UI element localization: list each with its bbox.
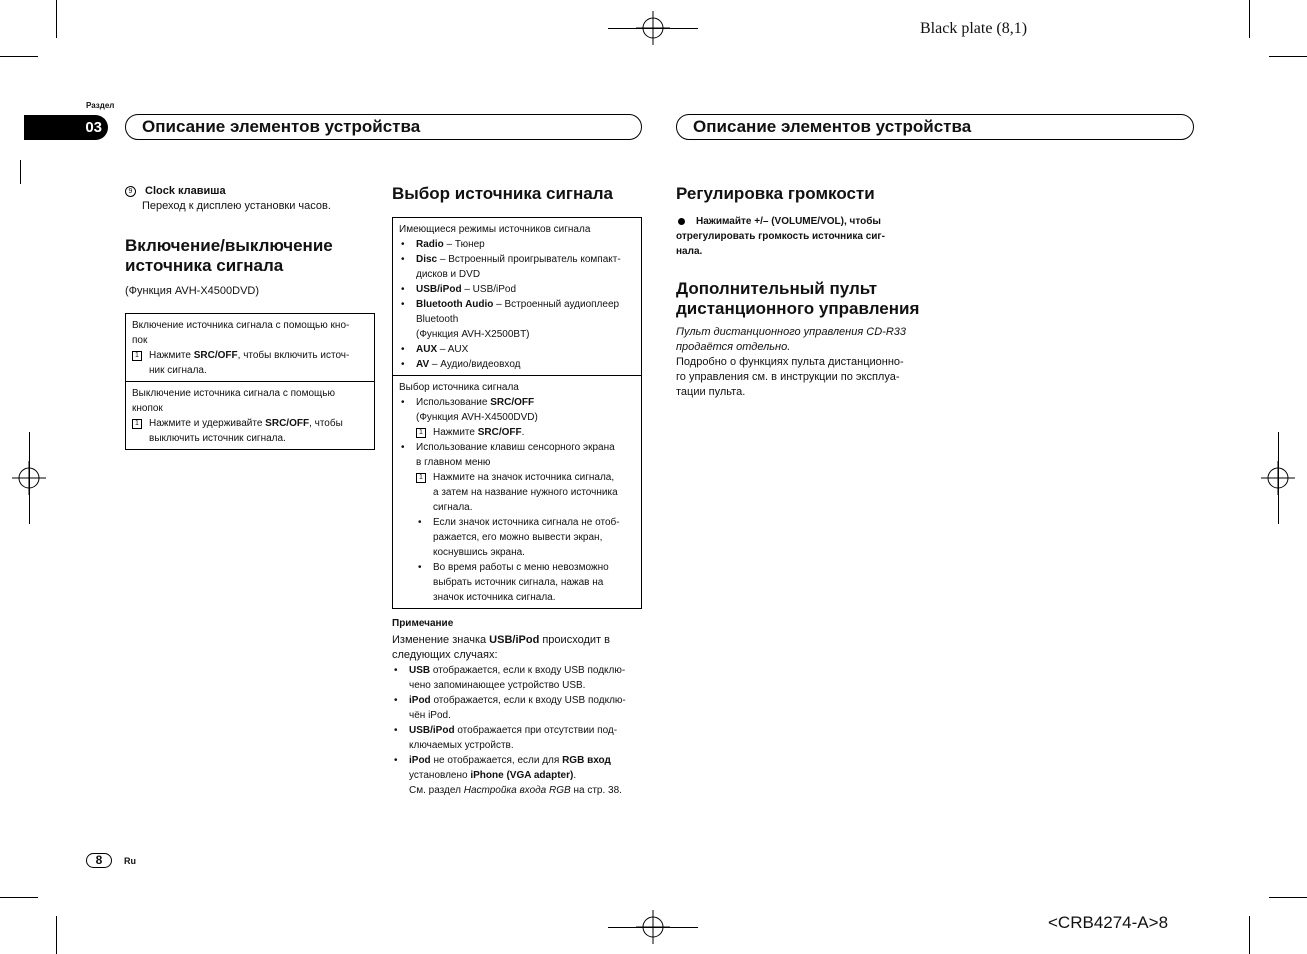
crop-mark [20, 160, 21, 184]
column-1 [125, 184, 375, 450]
column-3: Регулировка громкости Нажимайте +/– (VOLUME/VOL), чтобы отрегулировать громкость источника сиг- нала. Дополнительный пульт дистанционного управления Пульт дистанционного управления CD-R33 продаётся отдельно. Подробно о функциях пульта дистанционно- го управления см. в инструкции по эксплуа- тации пульта. [676, 184, 936, 400]
bullet-icon [678, 218, 685, 225]
job-code: <CRB4274-A>8 [1048, 913, 1169, 932]
instruction-box [125, 313, 375, 450]
crop-mark [0, 897, 38, 898]
mode-item: • Bluetooth Audio – Встроенный аудиоплеер [399, 297, 635, 312]
step: 1 Нажмите SRC/OFF. [416, 425, 635, 440]
column-2 [392, 184, 642, 798]
section-heading: Включение/выключение источника сигнала [125, 236, 333, 275]
item-number: 9 [125, 186, 136, 197]
section-heading: Дополнительный пульт дистанционного управления [676, 279, 920, 318]
clock-item-desc: Переход к дисплею установки часов. [142, 200, 331, 212]
section-heading: Регулировка громкости [676, 184, 875, 203]
note-item: • iPod не отображается, если для RGB вход [392, 753, 642, 768]
box-section-off: Выключение источника сигнала с помощью кнопок 1 Нажмите и удерживайте SRC/OFF, чтобы выключить источник сигнала. [126, 381, 374, 449]
section-heading: Выбор источника сигнала [392, 184, 613, 203]
function-note: (Функция AVH-X4500DVD) [125, 285, 260, 297]
crop-mark [608, 28, 698, 29]
source-box [392, 217, 642, 609]
note-item: • iPod отображается, если к входу USB подклю- [392, 693, 642, 708]
mode-item: • AUX – AUX [399, 342, 635, 357]
note-item: • USB отображается, если к входу USB подклю- [392, 663, 642, 678]
page-number: 8 [86, 853, 112, 868]
source-select: Выбор источника сигнала • Использование SRC/OFF (Функция AVH-X4500DVD) 1 Нажмите SRC/OFF. • Использование клавиш сенсорного экрана в главном меню 1 Нажмите на значок источника сигнала, а затем на название нужного источника сигнала. • Если значок источника сигнала не отоб- ражается, его можно вывести экран, коснувшись экрана. • Во время работы с меню невозможно выбрать источник сигнала, нажав на значок источника сигнала. [393, 375, 641, 608]
crop-mark [56, 916, 57, 954]
mode-item: • Disc – Встроенный проигрыватель компакт- [399, 252, 635, 267]
crop-mark [1278, 432, 1279, 524]
note-item: • USB/iPod отображается при отсутствии под- [392, 723, 642, 738]
page-header-left: Описание элементов устройства [125, 114, 642, 140]
box-section-on: Включение источника сигнала с помощью кно- пок 1 Нажмите SRC/OFF, чтобы включить источ- ник сигнала. [126, 314, 374, 381]
note: Примечание Изменение значка USB/iPod происходит в следующих случаях: • USB отображается, если к входу USB подклю- чено запоминающее устройство USB. • iPod отображается, если к входу USB подклю- чён iPod. • USB/iPod отображается при отсутствии под- ключаемых устройств. • iPod не отображается, если для RGB вход установлено iPhone (VGA adapter). См. раздел Настройка входа RGB на стр. 38. [392, 616, 642, 798]
crop-mark [1249, 0, 1250, 38]
section-number: 03 [24, 115, 108, 140]
note-title: Примечание [392, 618, 454, 629]
step: 1 Нажмите и удерживайте SRC/OFF, чтобы [132, 416, 368, 431]
crop-mark [1269, 56, 1307, 57]
crop-mark [0, 56, 38, 57]
clock-item [125, 184, 375, 199]
source-modes: Имеющиеся режимы источников сигнала • Radio – Тюнер • Disc – Встроенный проигрыватель компакт- дисков и DVD • USB/iPod – USB/iPod • Bluetooth Audio – Встроенный аудиоплеер Bluetooth (Функция AVH-X2500BT) • AUX – AUX • AV – Аудио/видеовход [393, 218, 641, 375]
mode-item: • USB/iPod – USB/iPod [399, 282, 635, 297]
step: 1 Нажмите SRC/OFF, чтобы включить источ- [132, 348, 368, 363]
volume-instruction: Нажимайте +/– (VOLUME/VOL), чтобы [676, 214, 936, 229]
page-header-right: Описание элементов устройства [676, 114, 1194, 140]
language-code: Ru [124, 856, 136, 866]
plate-label: Black plate (8,1) [920, 20, 1028, 37]
crop-mark [608, 927, 698, 928]
clock-item-title: Clock клавиша [145, 185, 226, 197]
crop-mark [56, 0, 57, 38]
crop-mark [29, 432, 30, 524]
crop-mark [1269, 897, 1307, 898]
mode-item: • AV – Аудио/видеовход [399, 357, 635, 372]
mode-item: • Radio – Тюнер [399, 237, 635, 252]
crop-mark [1249, 916, 1250, 954]
step: 1 Нажмите на значок источника сигнала, [416, 470, 635, 485]
section-label: Раздел [86, 101, 115, 110]
